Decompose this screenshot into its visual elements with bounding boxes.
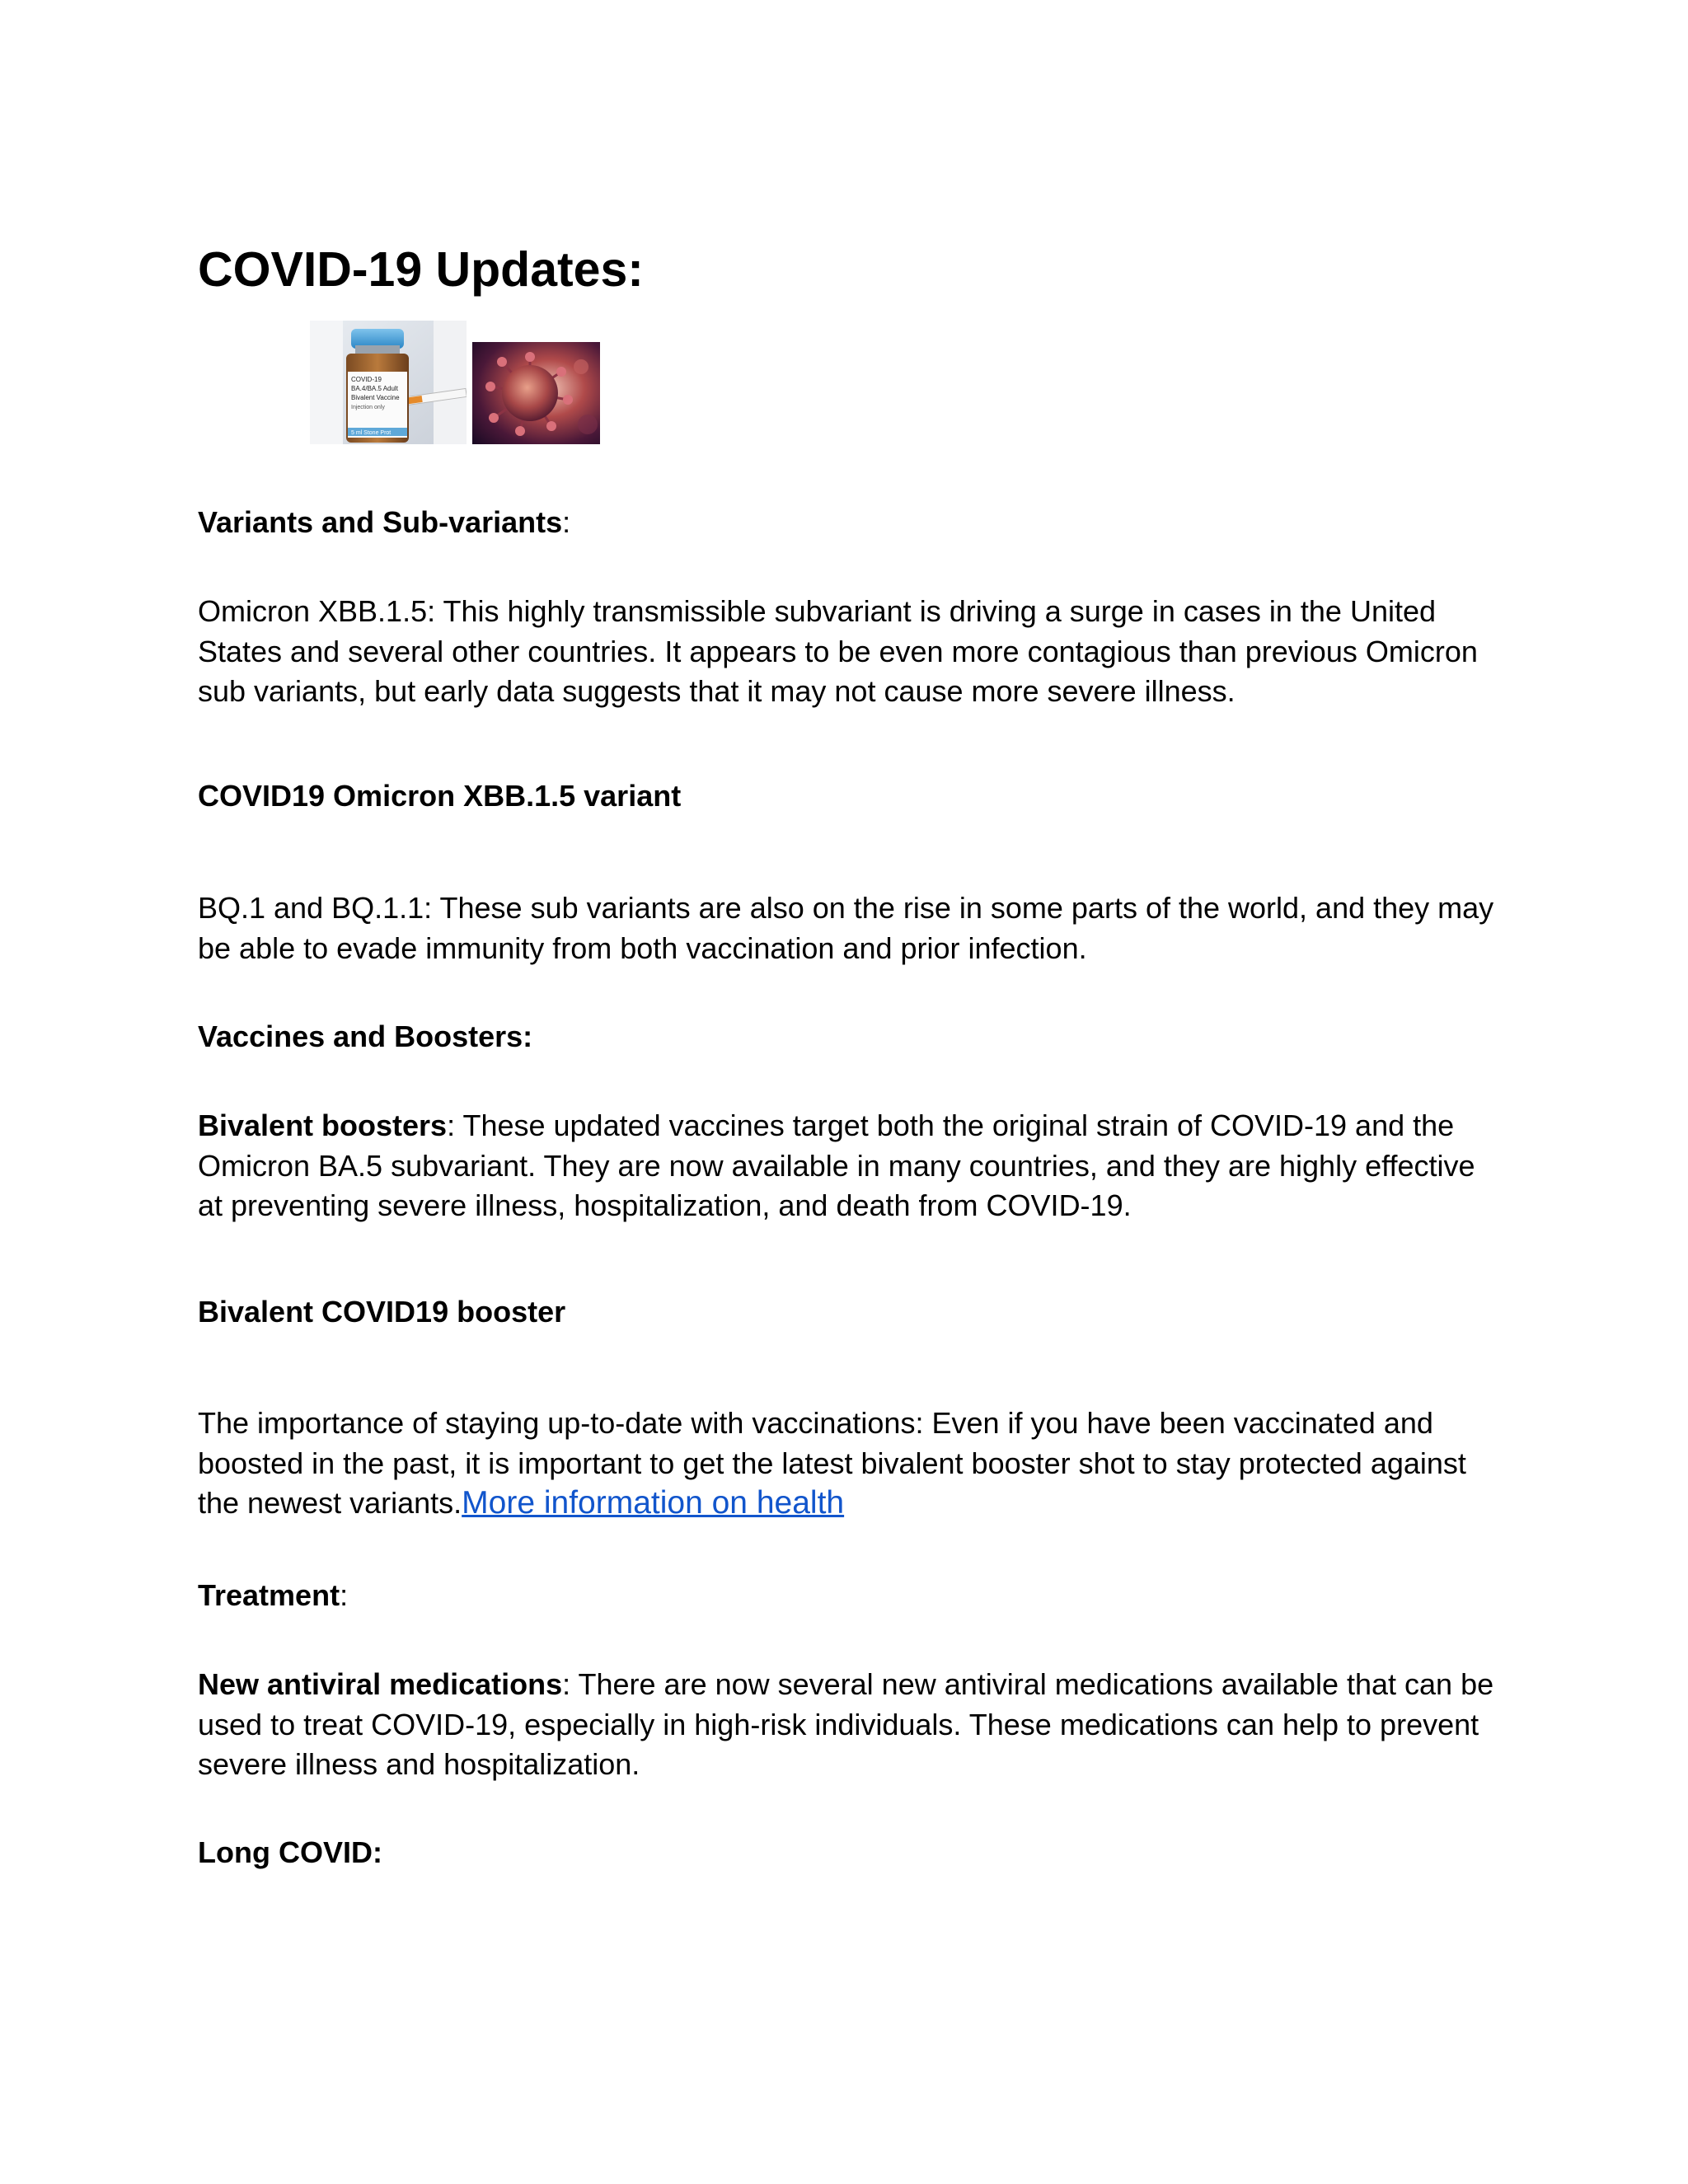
vial-label-line-2: BA.4/BA.5 Adult — [351, 385, 398, 392]
vaccines-heading: Vaccines and Boosters: — [198, 1019, 533, 1053]
antiviral-lead: New antiviral medications — [198, 1667, 563, 1701]
vial-label-line-4: Injection only — [351, 405, 385, 410]
antiviral-text: : There are now several new antiviral medications available that can be used to treat COVID-19, especially in high-risk individuals. These medications can help to prevent severe illness and hospitalization. — [198, 1667, 1494, 1781]
bivalent-lead: Bivalent boosters — [198, 1108, 448, 1142]
treatment-heading: Treatment: — [198, 1578, 349, 1612]
bivalent-paragraph — [198, 1106, 1500, 1226]
page-title: COVID-19 Updates: — [198, 242, 644, 297]
variants-heading: Variants and Sub-variants: — [198, 505, 571, 539]
importance-paragraph — [198, 1404, 1500, 1524]
more-information-link[interactable]: More information on health — [462, 1485, 845, 1521]
long-covid-heading: Long COVID: — [198, 1835, 382, 1869]
vial-label-line-1: COVID-19 — [351, 376, 382, 383]
antiviral-paragraph — [198, 1665, 1500, 1785]
bq-paragraph: BQ.1 and BQ.1.1: These sub variants are also on the rise in some parts of the world, and they may be able to evade immunity from both vaccination and prior infection. — [198, 891, 1494, 965]
vial-label-line-5: 5 ml Stone Prot — [351, 430, 392, 436]
xbb-paragraph: Omicron XBB.1.5: This highly transmissible subvariant is driving a surge in cases in the United States and several other countries. It appears to be even more contagious than previous Omicron sub variants, but early data suggests that it may not cause more severe illness. — [198, 594, 1478, 708]
vaccine-vial-image — [310, 321, 467, 444]
bivalent-subheading: Bivalent COVID19 booster — [198, 1295, 566, 1329]
coronavirus-image — [472, 342, 600, 444]
importance-text: The importance of staying up-to-date with vaccinations: Even if you have been vaccinated and boosted in the past, it is important to get the latest bivalent booster shot to stay protected against the newest variants. — [198, 1406, 1466, 1520]
bivalent-text: : These updated vaccines target both the original strain of COVID-19 and the Omicron BA.5 subvariant. They are now available in many countries, and they are highly effective at preventing severe illness, hospitalization, and death from COVID-19. — [198, 1108, 1475, 1222]
xbb-subheading: COVID19 Omicron XBB.1.5 variant — [198, 779, 682, 813]
vial-label-line-3: Bivalent Vaccine — [351, 394, 400, 401]
